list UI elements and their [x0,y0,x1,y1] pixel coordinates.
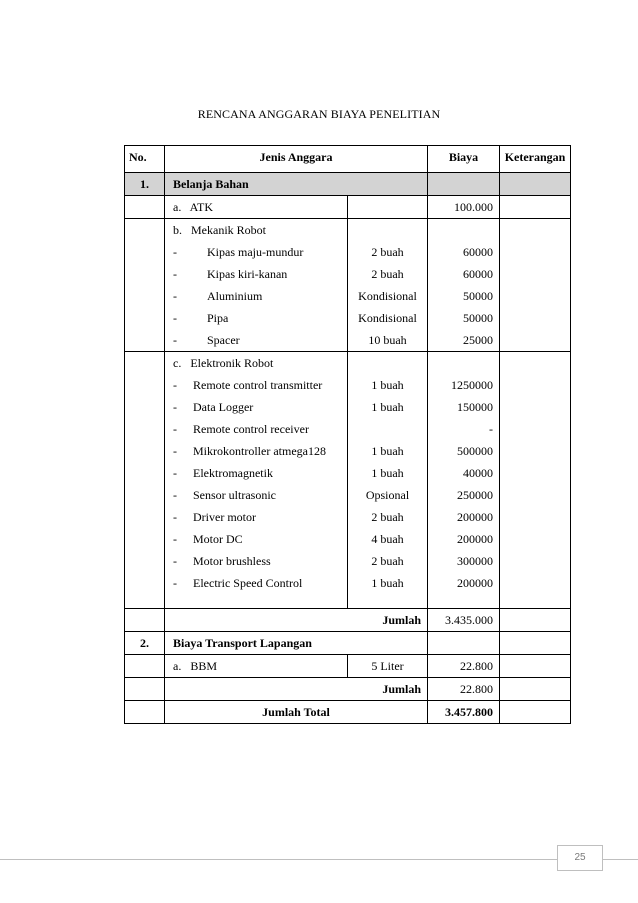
subtotal-row [125,609,571,632]
subtotal-value: 22.800 [428,678,500,701]
total-value: 3.457.800 [428,701,500,724]
section-number: 1. [125,173,165,196]
section-number: 2. [125,632,165,655]
elektronik-costs: 1250000 150000 - 500000 40000 250000 200000 200000 300000 200000 [428,352,500,609]
mekanik-items [165,219,348,352]
list-item: - Remote control transmitter [173,378,323,392]
subtotal-row [125,678,571,701]
table-header-row [125,146,571,173]
budget-table [124,145,571,724]
list-item: - Electric Speed Control [173,576,303,590]
item-volume: 5 Liter [348,655,428,678]
section-title: Biaya Transport Lapangan [165,632,428,655]
group-label: c. Elektronik Robot [173,356,274,370]
list-item: - Spacer [173,333,240,347]
total-row [125,701,571,724]
subtotal-value: 3.435.000 [428,609,500,632]
table-row [125,219,571,352]
list-item: - Driver motor [173,510,256,524]
header-biaya: Biaya [428,146,500,173]
page-number: 25 [557,845,603,871]
table-row [125,196,571,219]
item-label: a. BBM [165,655,348,678]
list-item: - Sensor ultrasonic [173,488,276,502]
elektronik-items [165,352,348,609]
list-item: - Data Logger [173,400,254,414]
item-label: a. ATK [165,196,348,219]
item-cost: 100.000 [428,196,500,219]
list-item: - Aluminium [173,289,263,303]
mekanik-costs: 60000 60000 50000 50000 25000 [428,219,500,352]
list-item: - Motor brushless [173,554,271,568]
subtotal-label: Jumlah [165,609,428,632]
table-row [125,352,571,609]
list-item: - Elektromagnetik [173,466,273,480]
section-row [125,173,571,196]
subtotal-label: Jumlah [165,678,428,701]
elektronik-volumes: 1 buah 1 buah 1 buah 1 buah Opsional 2 buah 4 buah 2 buah 1 buah [348,352,428,609]
mekanik-volumes: 2 buah 2 buah Kondisional Kondisional 10 buah [348,219,428,352]
document-title: RENCANA ANGGARAN BIAYA PENELITIAN [197,107,441,121]
footer-line-left [0,859,557,860]
list-item: - Kipas maju-mundur [173,245,304,259]
list-item: - Motor DC [173,532,243,546]
footer-line-right [603,859,638,860]
header-keterangan: Keterangan [500,146,571,173]
section-row [125,632,571,655]
list-item: - Remote control receiver [173,422,309,436]
section-title: Belanja Bahan [165,173,428,196]
header-no: No. [125,146,165,173]
list-item: - Pipa [173,311,229,325]
header-jenis: Jenis Anggara [165,146,428,173]
total-label: Jumlah Total [165,701,428,724]
list-item: - Mikrokontroller atmega128 [173,444,326,458]
list-item: - Kipas kiri-kanan [173,267,288,281]
table-row [125,655,571,678]
group-label: b. Mekanik Robot [173,223,266,237]
item-cost: 22.800 [428,655,500,678]
